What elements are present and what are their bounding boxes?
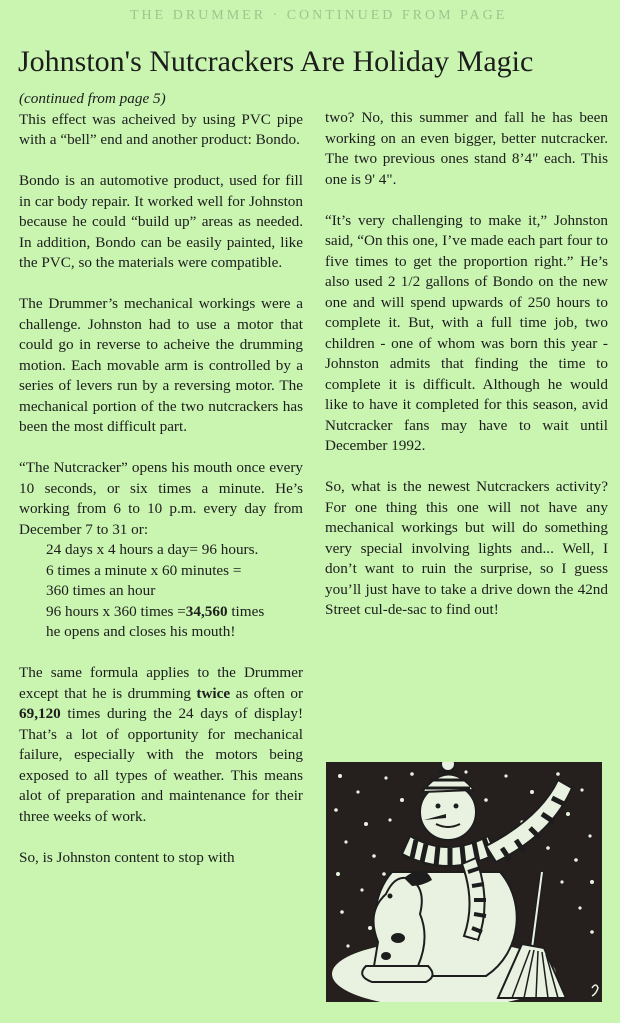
continued-note: (continued from page 5): [19, 90, 166, 107]
paragraph-content-question: So, is Johnston content to stop with: [19, 848, 235, 866]
calc-line: 360 times an hour: [46, 582, 156, 599]
paragraph-bigger-nutcracker: two? No, this summer and fall he has been working on an even bigger, better nutcracker. The two previous ones stand 8’4" each. This one is 9' 4".: [325, 109, 608, 188]
emphasis-twice: twice: [196, 684, 231, 702]
paragraph-nutcracker-schedule: “The Nutcracker” opens his mouth once every 10 seconds, or six times a minute. He’s working from 6 to 10 p.m. every day from December 7 to 31 or:: [19, 459, 303, 538]
calc-line-prefix: 96 hours x 360 times =: [46, 602, 186, 620]
artist-mark: [592, 985, 598, 996]
calc-total: 34,560: [185, 602, 228, 620]
calc-line: [46, 602, 303, 623]
paragraph-johnston-quote: “It’s very challenging to make it,” Johnston said, “On this one, I’ve made each part four to five times to get the proportion right.” He’s also used 2 1/2 gallons of Bondo on the new one and will spend upwards of 250 hours to complete it. But, with a full time job, two children - one of whom was born this year - Johnston admits that finding the time to complete it is difficult. Although he would like to have it completed for this season, avid Nutcracker fans may have to wait until December 1992.: [325, 211, 608, 454]
snowman-dog-illustration: [326, 762, 602, 1002]
paragraph-pvc-effect: This effect was acheived by using PVC pipe with a “bell” end and another product: Bondo.: [19, 110, 303, 148]
calc-line: 6 times a minute x 60 minutes =: [46, 561, 242, 579]
calc-line: 24 days x 4 hours a day= 96 hours.: [46, 541, 259, 558]
paragraph-drummer-mechanics: The Drummer’s mechanical workings were a challenge. Johnston had to use a motor that could go in reverse to acheive the drumming motion. Each movable arm is controlled by a series of levers run by a reversing motor. The mechanical portion of the two nutcrackers has been the most difficult part.: [19, 295, 303, 435]
paragraph-newest-activity: So, what is the newest Nutcrackers activity? For one thing this one will not have any mechanical workings but will do something very special involving lights and... Well, I don’t want to ruin the surprise, so I guess you’ll just have to take a drive down the 42nd Street cul-de-sac to find out!: [325, 478, 608, 618]
paragraph-drummer-formula: [19, 663, 303, 827]
illustration-svg: [326, 762, 602, 1002]
calc-line: he opens and closes his mouth!: [46, 623, 236, 640]
bleed-through-header: THE DRUMMER · CONTINUED FROM PAGE: [130, 8, 508, 23]
calculation-block: [46, 540, 303, 643]
article-headline: Johnston's Nutcrackers Are Holiday Magic: [18, 45, 534, 78]
left-column: [19, 89, 303, 889]
text-run: The same formula applies to the Drummer except that he is drumming: [19, 664, 303, 702]
paragraph-bondo: Bondo is an automotive product, used for fill in car body repair. It worked well for Johnston because he could “build up” areas as needed. In addition, Bondo can be easily painted, like the PVC, so the materials were compatible.: [19, 172, 303, 271]
calc-line-suffix: times: [227, 602, 265, 620]
right-column: [325, 108, 608, 641]
text-run: times during the 24 days of display! That’s a lot of opportunity for mechanical failure, especially with the motors being exposed to all types of weather. This means alot of preparation and maintenance for their three weeks of work.: [19, 705, 303, 825]
emphasis-total: 69,120: [19, 705, 61, 722]
text-run: as often or: [230, 684, 303, 702]
